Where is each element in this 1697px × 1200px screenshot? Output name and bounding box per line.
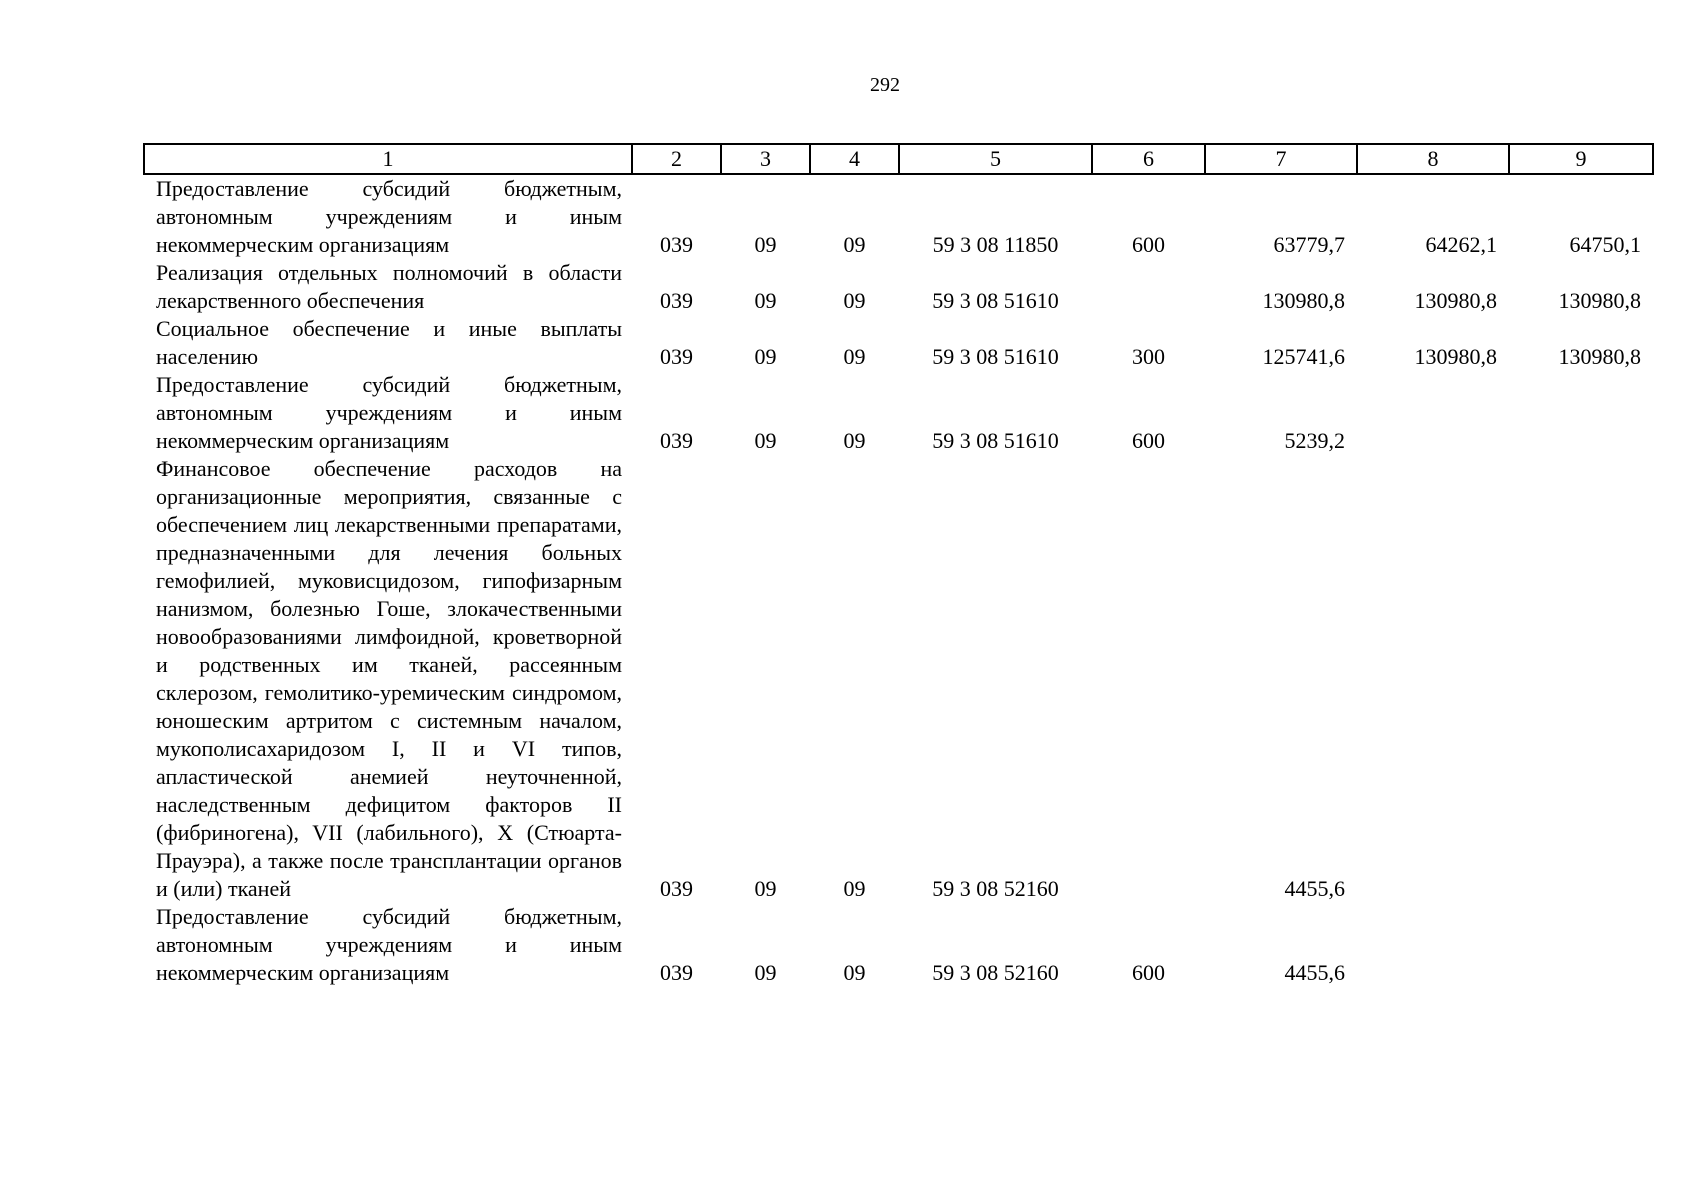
row-description: Предоставление субсидий бюджетным, автономным учреждениям и иным некоммерческим организациям [156,904,622,985]
budget-table [143,143,1654,987]
cell-amount-8 [1357,903,1509,987]
cell-ministry-code: 039 [660,428,693,453]
cell-amount-7: 63779,7 [1273,232,1345,257]
cell-amount-8 [1357,455,1509,903]
cell-amount-9 [1509,455,1653,903]
cell-amount-8: 130980,8 [1414,344,1497,369]
table-row [144,903,1653,987]
cell-expense-type: 600 [1132,960,1165,985]
cell-ministry-code: 039 [660,288,693,313]
cell-amount-8 [1357,371,1509,455]
row-description: Предоставление субсидий бюджетным, автономным учреждениям и иным некоммерческим организациям [156,372,622,453]
cell-section: 09 [754,428,777,453]
cell-ministry-code: 039 [660,344,693,369]
column-header: 7 [1205,144,1357,174]
column-header: 3 [721,144,810,174]
cell-ministry-code: 039 [660,876,693,901]
cell-target-article: 59 3 08 52160 [932,960,1059,985]
cell-expense-type: 300 [1132,344,1165,369]
column-header: 9 [1509,144,1653,174]
cell-target-article: 59 3 08 51610 [932,428,1059,453]
column-header: 6 [1092,144,1205,174]
cell-subsection: 09 [843,876,866,901]
cell-section: 09 [754,232,777,257]
cell-amount-7: 4455,6 [1284,876,1345,901]
cell-ministry-code: 039 [660,232,693,257]
cell-section: 09 [754,288,777,313]
table-row [144,259,1653,315]
cell-expense-type: 600 [1132,428,1165,453]
cell-amount-9: 64750,1 [1569,232,1641,257]
cell-expense-type [1092,455,1205,903]
table-row [144,315,1653,371]
cell-amount-9 [1509,903,1653,987]
column-header: 1 [144,144,632,174]
table-row [144,371,1653,455]
row-description: Финансовое обеспечение расходов на организационные мероприятия, связанные с обеспечением лиц лекарственными препаратами, предназначенными для лечения больных гемофилией, муковисцидозом, гипофизарным нанизмом, болезнью Гоше, злокачественными новообразованиями лимфоидной, кроветворной и родственных им тканей, рассеянным склерозом, гемолитико-уремическим синдромом, юношеским артритом с системным началом, мукополисахаридозом I, II и VI типов, апластической анемией неуточненной, наследственным дефицитом факторов II (фибриногена), VII (лабильного), X (Стюарта-Прауэра), а также после трансплантации органов и (или) тканей [156,456,622,901]
row-description: Предоставление субсидий бюджетным, автономным учреждениям и иным некоммерческим организациям [156,176,622,257]
cell-amount-9: 130980,8 [1558,344,1641,369]
table-row [144,174,1653,259]
cell-subsection: 09 [843,344,866,369]
cell-section: 09 [754,876,777,901]
cell-target-article: 59 3 08 51610 [932,288,1059,313]
column-header: 4 [810,144,899,174]
cell-ministry-code: 039 [660,960,693,985]
cell-amount-8: 64262,1 [1425,232,1497,257]
cell-amount-9: 130980,8 [1558,288,1641,313]
row-description: Реализация отдельных полномочий в области лекарственного обеспечения [156,260,622,313]
table-row [144,455,1653,903]
cell-expense-type: 600 [1132,232,1165,257]
row-description: Социальное обеспечение и иные выплаты населению [156,316,622,369]
column-header: 8 [1357,144,1509,174]
cell-amount-7: 125741,6 [1262,344,1345,369]
column-header: 5 [899,144,1092,174]
cell-target-article: 59 3 08 52160 [932,876,1059,901]
header-row [144,144,1653,174]
cell-amount-9 [1509,371,1653,455]
cell-target-article: 59 3 08 51610 [932,344,1059,369]
cell-expense-type [1092,259,1205,315]
column-header: 2 [632,144,721,174]
cell-section: 09 [754,344,777,369]
cell-amount-7: 4455,6 [1284,960,1345,985]
cell-target-article: 59 3 08 11850 [932,232,1059,257]
cell-amount-7: 5239,2 [1284,428,1345,453]
cell-amount-7: 130980,8 [1262,288,1345,313]
cell-subsection: 09 [843,232,866,257]
cell-subsection: 09 [843,960,866,985]
cell-amount-8: 130980,8 [1414,288,1497,313]
cell-subsection: 09 [843,288,866,313]
page-number: 292 [870,74,900,96]
cell-subsection: 09 [843,428,866,453]
cell-section: 09 [754,960,777,985]
